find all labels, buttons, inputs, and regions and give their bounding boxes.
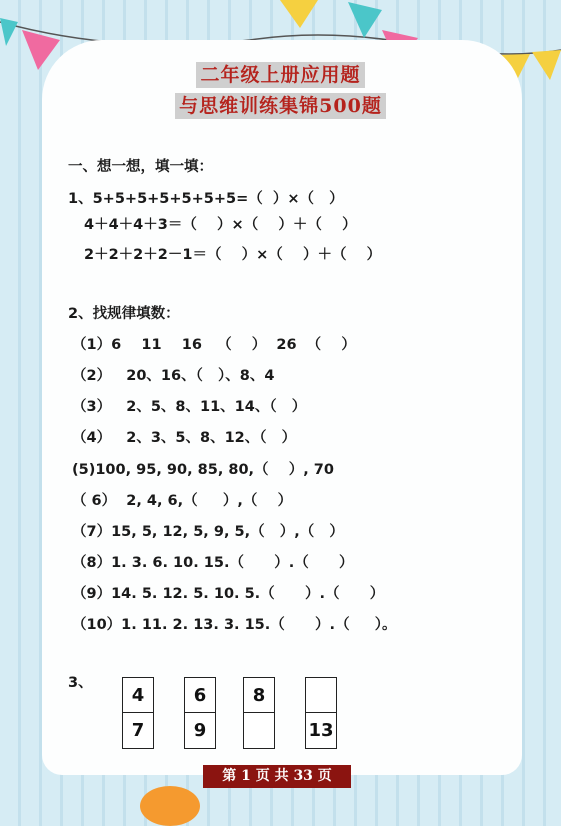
section2-heading: 2、找规律填数：	[68, 306, 180, 322]
q1-line-1: 1、5+5+5+5+5+5+5=（ ）×（ ）	[68, 191, 344, 207]
title-line-2: 与思维训练集锦500题	[0, 91, 561, 118]
q1-line-2: 4＋4＋4＋3＝（ ）×（ ）＋（ ）	[84, 217, 357, 233]
card-top-value: 8	[244, 678, 274, 713]
card-bottom-value: 13	[308, 720, 334, 741]
card-top-value: 6	[185, 678, 215, 713]
pattern-item-6: （ 6） 2, 4, 6,（ ）,（ ）	[72, 493, 293, 509]
number-card-3	[243, 677, 275, 749]
pattern-item-4: （4） 2、3、5、8、12、（ ）	[72, 430, 297, 446]
pattern-item-10: （10）1. 11. 2. 13. 3. 15.（ ）.（ ）。	[72, 617, 397, 633]
card-top-value	[306, 678, 336, 713]
pattern-item-9: （9）14. 5. 12. 5. 10. 5.（ ）.（ ）	[72, 586, 385, 602]
q1-line-3: 2＋2＋2＋2－1＝（ ）×（ ）＋（ ）	[84, 247, 382, 263]
section1-heading: 一、想一想，填一填：	[68, 159, 213, 175]
card-bottom-value: 7	[131, 720, 145, 741]
pattern-item-7: （7）15, 5, 12, 5, 9, 5,（ ）,（ ）	[72, 524, 344, 540]
pattern-item-5: (5)100, 95, 90, 85, 80,（ ）, 70	[72, 462, 334, 478]
page-indicator: 第 1 页 共 33 页	[203, 765, 351, 788]
card-top-value: 4	[123, 678, 153, 713]
pattern-item-2: （2） 20、16、（ ）、8、4	[72, 368, 275, 384]
pattern-item-3: （3） 2、5、8、11、14、（ ）	[72, 399, 307, 415]
pattern-item-1: （1）6 11 16 （ ） 26 （ ）	[72, 337, 356, 353]
balloon-decoration	[140, 786, 200, 826]
pattern-item-8: （8）1. 3. 6. 10. 15.（ ）.（ ）	[72, 555, 354, 571]
title-line-1: 二年级上册应用题	[0, 60, 561, 87]
number-card-1	[122, 677, 154, 749]
number-card-2	[184, 677, 216, 749]
number-card-4	[305, 677, 337, 749]
card-bottom-value: 9	[193, 720, 207, 741]
section3-label: 3、	[68, 675, 93, 691]
card-bottom-value	[244, 713, 274, 748]
